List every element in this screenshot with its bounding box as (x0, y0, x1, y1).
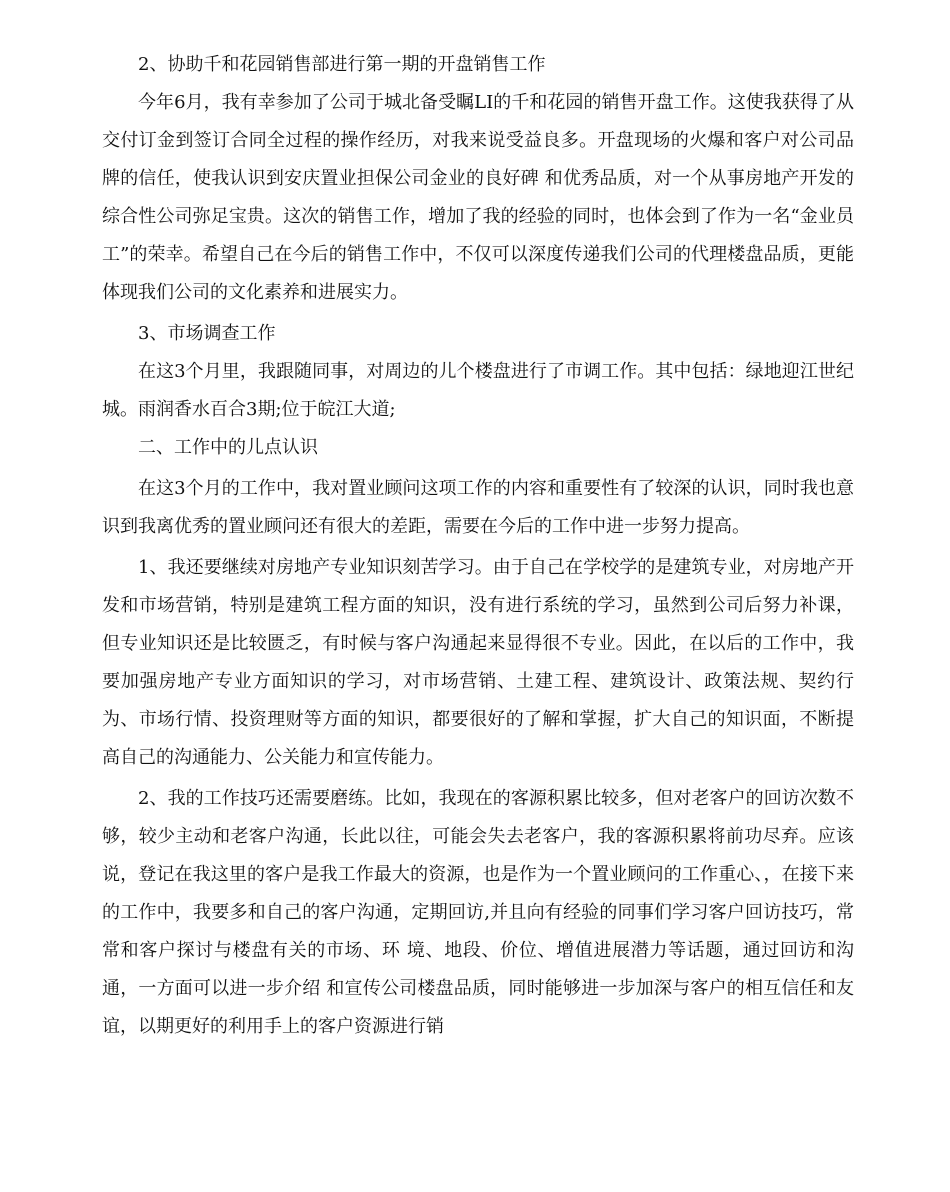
paragraph-point-1: 1、我还要继续对房地产专业知识刻苦学习。由于自己在学校学的是建筑专业，对房地产开发和市场营销，特别是建筑工程方面的知识，没有进行系统的学习，虽然到公司后努力补课，但专业知识还是比较匮乏，有时候与客户沟通起来显得很不专业。因此，在以后的工作中，我要加强房地产专业方面知识的学习，对市场营销、土建工程、建筑设计、政策法规、契约行为、市场行情、投资理财等方面的知识，都要很好的了解和掌握，扩大自己的知识面，不断提高自己的沟通能力、公关能力和宣传能力。 (102, 557, 854, 768)
section-heading-insight: 二、工作中的儿点认识 (138, 437, 318, 458)
paragraph-sales: 今年6月，我有幸参加了公司于城北备受瞩LI的千和花园的销售开盘工作。这使我获得了从交付订金到签订合同全过程的操作经历，对我来说受益良多。开盘现场的火爆和客户对公司品牌的信任，使我认识到安庆置业担保公司金业的良好碑 和优秀品质，对一个从事房地产开发的综合性公司弥足宝贵。这次的销售工作，增加了我的经验的同时，也体会到了作为一名“金业员工”的荣幸。希望自己在今后的销售工作中，不仅可以深度传递我们公司的代理楼盘品质，更能体现我们公司的文化素养和进展实力。 (102, 92, 854, 303)
paragraph-insight: 在这3个月的工作中，我对置业顾问这项工作的内容和重要性有了较深的认识，同时我也意识到我离优秀的置业顾问还有很大的差距，需要在今后的工作中进一步努力提高。 (102, 478, 854, 537)
document-body (102, 46, 854, 1046)
paragraph-market: 在这3个月里，我跟随同事，对周边的儿个楼盘进行了市调工作。其中包括：绿地迎江世纪城。雨润香水百合3期;位于皖江大道; (102, 361, 854, 420)
section-heading-sales: 2、协助千和花园销售部进行第一期的开盘销售工作 (138, 54, 546, 75)
paragraph-point-2: 2、我的工作技巧还需要磨练。比如，我现在的客源积累比较多，但对老客户的回访次数不够，较少主动和老客户沟通，长此以往，可能会失去老客户，我的客源积累将前功尽弃。应该说，登记在我这里的客户是我工作最大的资源，也是作为一个置业顾问的工作重心、，在接下来的工作中，我要多和自己的客户沟通，定期回访,并且向有经验的同事们学习客户回访技巧，常常和客户探讨与楼盘有关的市场、环 境、地段、价位、增值进展潜力等话题，通过回访和沟通，一方面可以进一步介绍 和宣传公司楼盘品质，同时能够进一步加深与客户的相互信任和友谊，以期更好的利用手上的客户资源进行销 (102, 788, 854, 1037)
section-heading-market: 3、市场调查工作 (138, 323, 276, 344)
